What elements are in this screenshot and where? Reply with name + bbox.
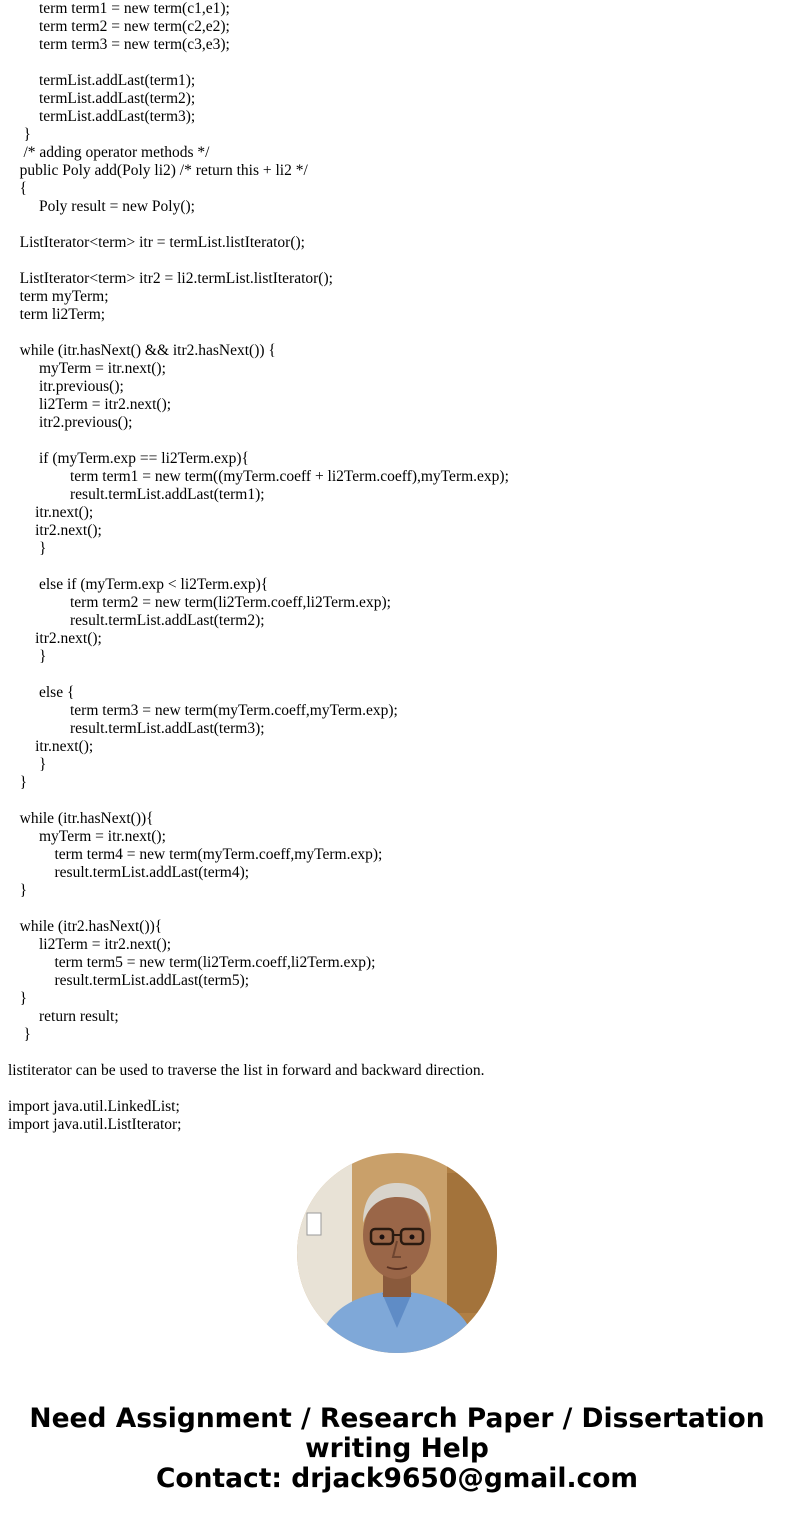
- document-line: while (itr.hasNext() && itr2.hasNext()) {: [8, 342, 276, 359]
- document-line: term myTerm;: [8, 288, 109, 305]
- document-line: while (itr.hasNext()){: [8, 810, 154, 827]
- document-line: term term3 = new term(c3,e3);: [8, 36, 230, 53]
- author-avatar: [297, 1153, 497, 1353]
- document-line: termList.addLast(term3);: [8, 108, 196, 125]
- document-line: itr.previous();: [8, 378, 124, 395]
- document-line: result.termList.addLast(term2);: [8, 612, 265, 629]
- document-line: result.termList.addLast(term1);: [8, 486, 265, 503]
- document-line: {: [8, 180, 28, 197]
- document-line: public Poly add(Poly li2) /* return this + li2 */: [8, 162, 308, 179]
- document-line: itr2.next();: [8, 630, 102, 647]
- document-line: }: [8, 990, 28, 1007]
- document-line: result.termList.addLast(term4);: [8, 864, 250, 881]
- document-line: itr2.next();: [8, 522, 102, 539]
- document-line: Poly result = new Poly();: [8, 198, 195, 215]
- promo-contact: Contact: drjack9650@gmail.com: [155, 1463, 639, 1494]
- document-line: term term1 = new term((myTerm.coeff + li2Term.coeff),myTerm.exp);: [8, 468, 509, 485]
- document-line: else {: [8, 684, 75, 701]
- document-line: term term5 = new term(li2Term.coeff,li2Term.exp);: [8, 954, 376, 971]
- document-line: termList.addLast(term1);: [8, 72, 196, 89]
- document-line: /* adding operator methods */: [8, 144, 210, 161]
- document-line: ListIterator<term> itr = termList.listIterator();: [8, 234, 305, 251]
- document-line: ListIterator<term> itr2 = li2.termList.listIterator();: [8, 270, 333, 287]
- document-line: termList.addLast(term2);: [8, 90, 196, 107]
- document-line: term li2Term;: [8, 306, 106, 323]
- document-line: term term1 = new term(c1,e1);: [8, 0, 230, 17]
- document-line: term term2 = new term(li2Term.coeff,li2Term.exp);: [8, 594, 391, 611]
- document-line: listiterator can be used to traverse the list in forward and backward direction.: [8, 1062, 485, 1079]
- document-line: li2Term = itr2.next();: [8, 936, 172, 953]
- document-line: li2Term = itr2.next();: [8, 396, 172, 413]
- document-line: return result;: [8, 1008, 119, 1025]
- document-line: }: [8, 774, 28, 791]
- document-line: }: [8, 756, 47, 773]
- document-line: else if (myTerm.exp < li2Term.exp){: [8, 576, 269, 593]
- document-line: }: [8, 540, 47, 557]
- document-line: myTerm = itr.next();: [8, 360, 166, 377]
- document-line: result.termList.addLast(term5);: [8, 972, 250, 989]
- document-line: term term2 = new term(c2,e2);: [8, 18, 230, 35]
- document-line: itr.next();: [8, 738, 94, 755]
- document-line: myTerm = itr.next();: [8, 828, 166, 845]
- document-line: term term3 = new term(myTerm.coeff,myTerm.exp);: [8, 702, 398, 719]
- document-line: }: [8, 648, 47, 665]
- document-line: while (itr2.hasNext()){: [8, 918, 163, 935]
- promo-line-1: Need Assignment / Research Paper / Dissertation: [29, 1403, 765, 1434]
- document-line: }: [8, 1026, 31, 1043]
- author-photo-icon: [297, 1153, 497, 1353]
- document-line: result.termList.addLast(term3);: [8, 720, 265, 737]
- promo-line-2: writing Help: [305, 1433, 489, 1464]
- document-line: itr.next();: [8, 504, 94, 521]
- document-line: }: [8, 126, 31, 143]
- document-line: itr2.previous();: [8, 414, 133, 431]
- document-line: }: [8, 882, 28, 899]
- document-line: term term4 = new term(myTerm.coeff,myTerm.exp);: [8, 846, 383, 863]
- document-line: import java.util.ListIterator;: [8, 1116, 182, 1133]
- document-line: import java.util.LinkedList;: [8, 1098, 180, 1115]
- document-line: if (myTerm.exp == li2Term.exp){: [8, 450, 249, 467]
